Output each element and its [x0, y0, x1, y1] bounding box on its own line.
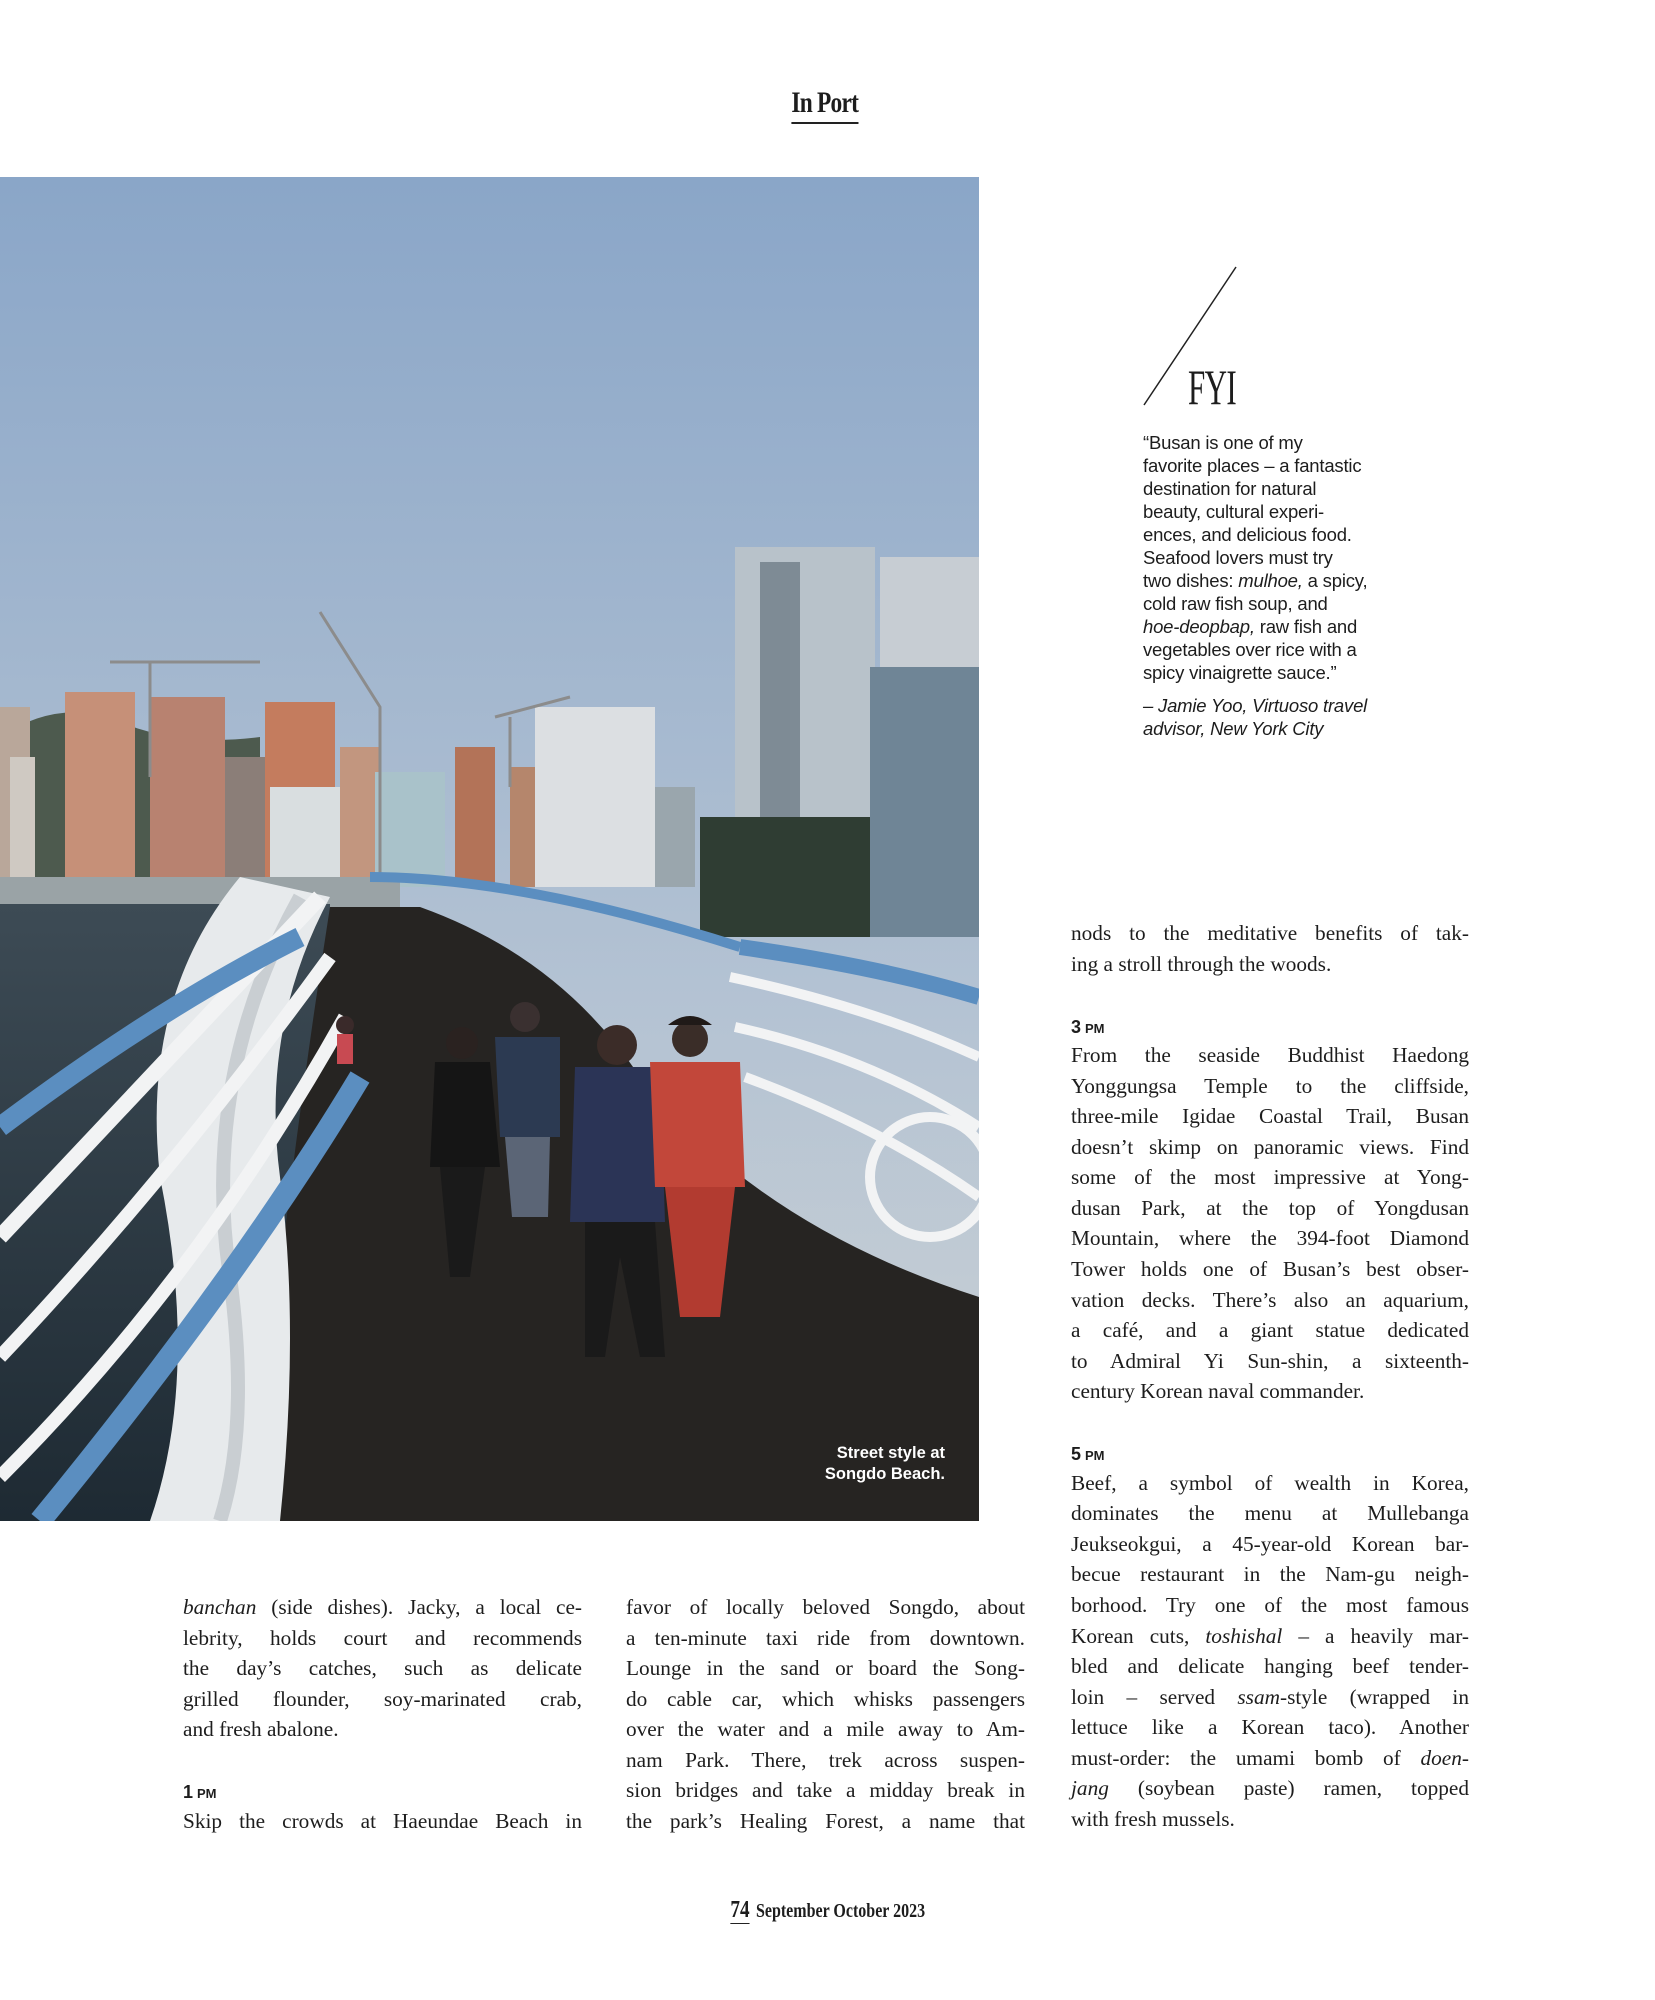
text-line: borhood. Try one of the most famous: [1071, 1593, 1469, 1618]
text-line: “Busan is one of my: [1143, 432, 1303, 453]
text-line: two dishes: mulhoe, a spicy,: [1143, 570, 1368, 591]
article-column-2: [626, 1592, 1025, 1836]
text-line: From the seaside Buddhist Haedong: [1071, 1043, 1469, 1068]
text-line: nods to the meditative benefits of tak-: [1071, 921, 1469, 945]
text-line: Skip the crowds at Haeundae Beach in: [183, 1808, 582, 1833]
text-line: dusan Park, at the top of Yongdusan: [1071, 1195, 1469, 1220]
text-line: Korean cuts, toshishal – a heavily mar-: [1071, 1623, 1469, 1648]
text-line: dominates the menu at Mullebanga: [1071, 1501, 1469, 1526]
page-number: 74: [730, 1897, 750, 1923]
page-footer: [0, 1897, 1655, 1924]
text-line: bled and delicate hanging beef tender-: [1071, 1654, 1469, 1679]
text-line: – Jamie Yoo, Virtuoso travel: [1143, 695, 1368, 716]
text-line: with fresh mussels.: [1071, 1806, 1235, 1831]
text-line: to Admiral Yi Sun-shin, a sixteenth-: [1071, 1348, 1469, 1373]
text-line: Beef, a symbol of wealth in Korea,: [1071, 1470, 1469, 1495]
text-line: over the water and a mile away to Am-: [626, 1717, 1025, 1742]
text-line: vegetables over rice with a: [1143, 639, 1357, 660]
bridge-photo-illustration: [0, 177, 979, 1521]
text-line: a ten-minute taxi ride from downtown.: [626, 1625, 1025, 1650]
text-line: becue restaurant in the Nam-gu neigh-: [1071, 1562, 1469, 1587]
text-line: the park’s Healing Forest, a name that: [626, 1808, 1025, 1833]
text-line: a café, and a giant statue dedicated: [1071, 1318, 1469, 1343]
article-column-3: [1071, 918, 1469, 1834]
hero-photo: [0, 177, 979, 1521]
text-line: lettuce like a Korean taco). Another: [1071, 1715, 1469, 1740]
issue-date: September October 2023: [755, 1900, 925, 1922]
text-line: Mountain, where the 394-foot Diamond: [1071, 1226, 1469, 1251]
text-line: banchan (side dishes). Jacky, a local ce-: [183, 1595, 582, 1619]
text-line: ing a stroll through the woods.: [1071, 951, 1332, 976]
section-header: [0, 86, 1650, 124]
time-heading: 3 PM: [1071, 1016, 1105, 1037]
text-line: Tower holds one of Busan’s best obser-: [1071, 1257, 1469, 1282]
text-line: favor of locally beloved Songdo, about: [626, 1595, 1025, 1619]
text-line: three-mile Igidae Coastal Trail, Busan: [1071, 1104, 1469, 1129]
text-line: cold raw fish soup, and: [1143, 593, 1328, 614]
text-line: do cable car, which whisks passengers: [626, 1686, 1025, 1711]
caption-line: Songdo Beach.: [824, 1465, 945, 1483]
text-line: grilled flounder, soy-marinated crab,: [183, 1686, 582, 1711]
text-line: doesn’t skimp on panoramic views. Find: [1071, 1134, 1469, 1159]
text-line: advisor, New York City: [1143, 718, 1324, 739]
text-line: century Korean naval commander.: [1071, 1379, 1365, 1404]
text-line: nam Park. There, trek across suspen-: [626, 1747, 1025, 1772]
time-heading: 1 PM: [183, 1782, 217, 1803]
text-line: and fresh abalone.: [183, 1717, 339, 1742]
text-line: some of the most impressive at Yong-: [1071, 1165, 1469, 1190]
fyi-quote: [1143, 431, 1423, 740]
text-line: sion bridges and take a midday break in: [626, 1778, 1025, 1803]
text-line: lebrity, holds court and recommends: [183, 1625, 582, 1650]
fyi-title: FYI: [1188, 359, 1237, 415]
text-line: ences, and delicious food.: [1143, 524, 1352, 545]
fyi-attribution: [1143, 694, 1423, 740]
text-line: spicy vinaigrette sauce.”: [1143, 662, 1337, 683]
text-line: the day’s catches, such as delicate: [183, 1656, 582, 1681]
photo-caption: [825, 1443, 945, 1485]
section-title: In Port: [792, 86, 859, 124]
text-line: loin – served ssam-style (wrapped in: [1071, 1684, 1469, 1709]
text-line: beauty, cultural experi-: [1143, 501, 1324, 522]
time-heading: 5 PM: [1071, 1444, 1105, 1465]
text-line: vation decks. There’s also an aquarium,: [1071, 1287, 1469, 1312]
text-line: Seafood lovers must try: [1143, 547, 1333, 568]
text-line: jang (soybean paste) ramen, topped: [1071, 1776, 1469, 1801]
article-column-1: [183, 1592, 582, 1836]
text-line: Jeukseokgui, a 45-year-old Korean bar-: [1071, 1531, 1469, 1556]
text-line: favorite places – a fantastic: [1143, 455, 1362, 476]
text-line: destination for natural: [1143, 478, 1317, 499]
text-line: hoe-deopbap, raw fish and: [1143, 616, 1358, 637]
fyi-quote-text: [1143, 431, 1423, 684]
text-line: must-order: the umami bomb of doen-: [1071, 1745, 1469, 1770]
text-line: Yonggungsa Temple to the cliffside,: [1071, 1073, 1469, 1098]
caption-line: Street style at: [836, 1444, 945, 1462]
text-line: Lounge in the sand or board the Song-: [626, 1656, 1025, 1681]
